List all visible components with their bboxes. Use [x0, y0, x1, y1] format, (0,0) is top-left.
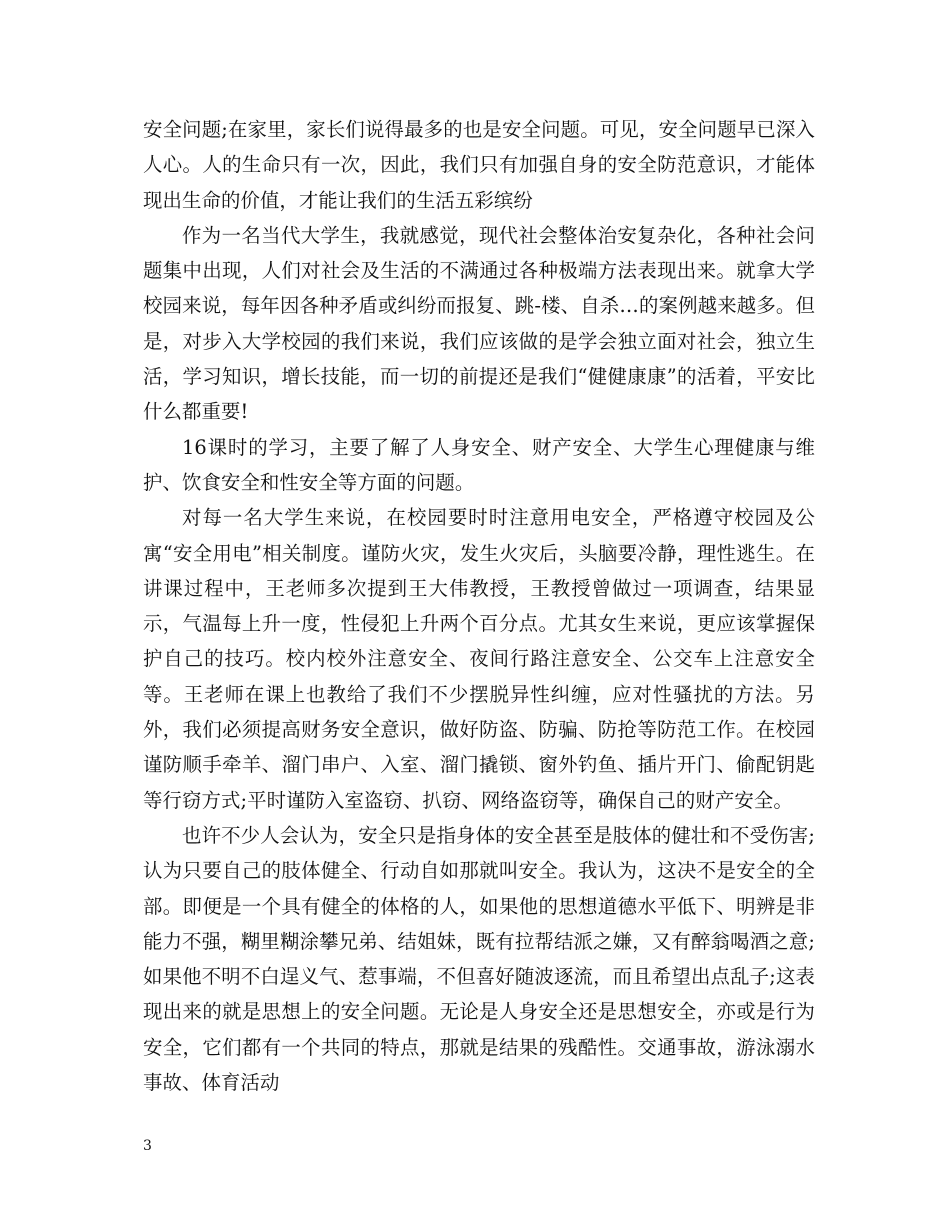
paragraph-3: 16课时的学习，主要了解了人身安全、财产安全、大学生心理健康与维护、饮食安全和性安全等方面的问题。 — [143, 435, 815, 494]
paragraph-5: 也许不少人会认为，安全只是指身体的安全甚至是肢体的健壮和不受伤害;认为只要自己的肢体健全、行动自如那就叫安全。我认为，这决不是安全的全部。即便是一个具有健全的体格的人，如果他的思想道德水平低下、明辨是非能力不强，糊里糊涂攀兄弟、结姐妹，既有拉帮结派之嫌，又有醉翁喝酒之意;如果他不明不白逞义气、惹事端，不但喜好随波逐流，而且希望出点乱子;这表现出来的就是思想上的安全问题。无论是人身安全还是思想安全，亦或是行为安全，它们都有一个共同的特点，那就是结果的残酷性。交通事故，游泳溺水事故、体育活动 — [143, 823, 815, 1095]
paragraph-4: 对每一名大学生来说，在校园要时时注意用电安全，严格遵守校园及公寓“安全用电”相关制度。谨防火灾，发生火灾后，头脑要冷静，理性逃生。在讲课过程中，王老师多次提到王大伟教授，王教授曾做过一项调查，结果显示，气温每上升一度，性侵犯上升两个百分点。尤其女生来说，更应该掌握保护自己的技巧。校内校外注意安全、夜间行路注意安全、公交车上注意安全等。王老师在课上也教给了我们不少摆脱异性纠缠，应对性骚扰的方法。另外，我们必须提高财务安全意识，做好防盗、防骗、防抢等防范工作。在校园谨防顺手牵羊、溜门串户、入室、溜门撬锁、窗外钓鱼、插片开门、偷配钥匙等行窃方式;平时谨防入室盗窃、扒窃、网络盗窃等，确保自己的财产安全。 — [143, 506, 815, 812]
paragraph-2: 作为一名当代大学生，我就感觉，现代社会整体治安复杂化，各种社会问题集中出现，人们对社会及生活的不满通过各种极端方法表现出来。就拿大学校园来说，每年因各种矛盾或纠纷而报复、跳-楼、自杀…的案例越来越多。但是，对步入大学校园的我们来说，我们应该做的是学会独立面对社会，独立生活，学习知识，增长技能，而一切的前提还是我们“健健康康”的活着，平安比什么都重要! — [143, 223, 815, 424]
paragraph-1: 安全问题;在家里，家长们说得最多的也是安全问题。可见，安全问题早已深入人心。人的生命只有一次，因此，我们只有加强自身的安全防范意识，才能体现出生命的价值，才能让我们的生活五彩缤纷 — [143, 118, 815, 212]
body-text — [143, 112, 815, 1100]
page-number: 3 — [143, 1138, 152, 1154]
